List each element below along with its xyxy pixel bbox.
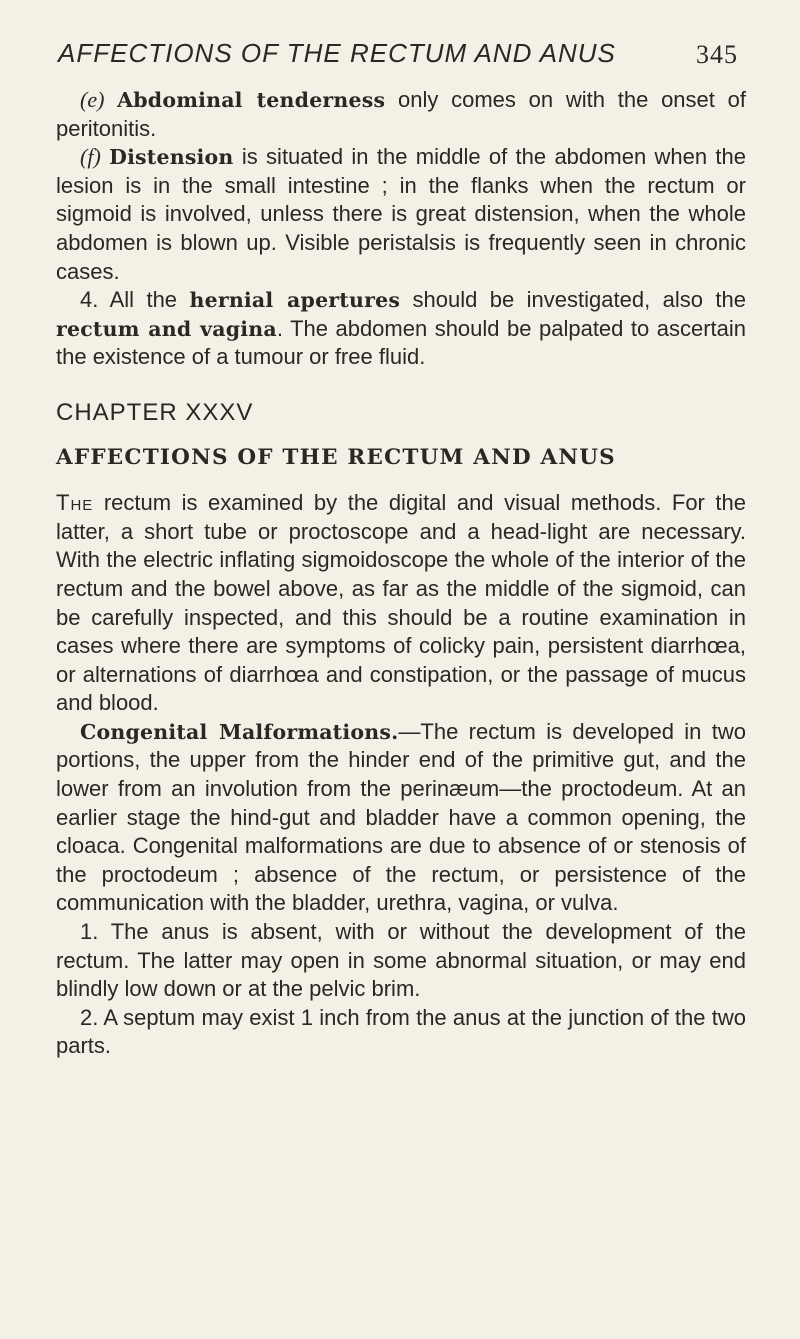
paragraph-4 [56, 286, 746, 372]
item-marker: (f) [80, 144, 101, 170]
chapter-title: AFFECTIONS OF THE RECTUM AND ANUS [56, 444, 616, 470]
list-item [56, 918, 746, 1004]
page-number: 345 [696, 40, 738, 69]
paragraph-text: A septum may exist 1 inch from the anus at the junction of the two parts. [56, 1004, 746, 1059]
item-number: 1. [80, 919, 99, 945]
congenital-paragraph [56, 718, 746, 918]
run-in-heading: rectum and vagina [56, 316, 277, 341]
paragraph-text: . The abdomen should be palpated to ascertain the existence of a tumour or free fluid. [56, 315, 746, 370]
chapter-number: CHAPTER XXXV [56, 398, 254, 426]
run-in-heading: hernial apertures [189, 288, 401, 313]
paragraph-text: rectum is examined by the digital and visual methods. For the latter, a short tube or proctoscope and a head-light are necessary. With the electric inflating sigmoidoscope the whole of the interior of the rectum and the bowel above, as far as the middle of the sigmoid, can be carefully inspected, and this should be a routine examination in cases where there are symptoms of colicky pain, persistent diarrhœa, or alternations of diarrhœa and constipation, or the passage of mucus and blood. [56, 490, 746, 716]
paragraph-text: All the [98, 287, 190, 313]
item-number: 4. [80, 287, 99, 313]
paragraph-text: —The rectum is developed in two portions, the upper from the hinder end of the primitive gut, and the lower from an involution from the perinæum—the proctodeum. At an earlier stage the hind-gut and bladder have a common opening, the cloaca. Congenital malformations are due to absence of or stenosis of the proctodeum ; absence of the rectum, or persistence of the communication with the bladder, urethra, vagina, or vulva. [56, 718, 746, 916]
item-number: 2. [80, 1004, 99, 1030]
paragraph-text: only comes on with the onset of peritonitis. [56, 87, 746, 141]
opening-paragraph [56, 489, 746, 718]
run-in-heading: Abdominal tenderness [117, 88, 386, 112]
paragraph-e [56, 86, 746, 143]
paragraph-text: should be investigated, also the [400, 287, 747, 313]
paragraph-text: The anus is absent, with or without the development of the rectum. The latter may open in some abnormal situation, or may end blindly low down or at the pelvic brim. [56, 919, 746, 1002]
paragraph-f [56, 143, 746, 286]
running-head-title: AFFECTIONS OF THE RECTUM AND ANUS [58, 38, 616, 68]
body-text [56, 86, 746, 1061]
opening-lead-word: The [56, 490, 94, 516]
run-in-heading: Congenital Malformations. [80, 719, 399, 744]
item-marker: (e) [80, 87, 105, 112]
run-in-heading: Distension [109, 145, 234, 170]
paragraph-text: is situated in the middle of the abdomen when the lesion is in the small intestine ; in the flanks when the rectum or sigmoid is involved, unless there is great distension, when the whole abdomen is blown up. Visible peristalsis is frequently seen in chronic cases. [56, 144, 746, 284]
list-item [56, 1004, 746, 1061]
